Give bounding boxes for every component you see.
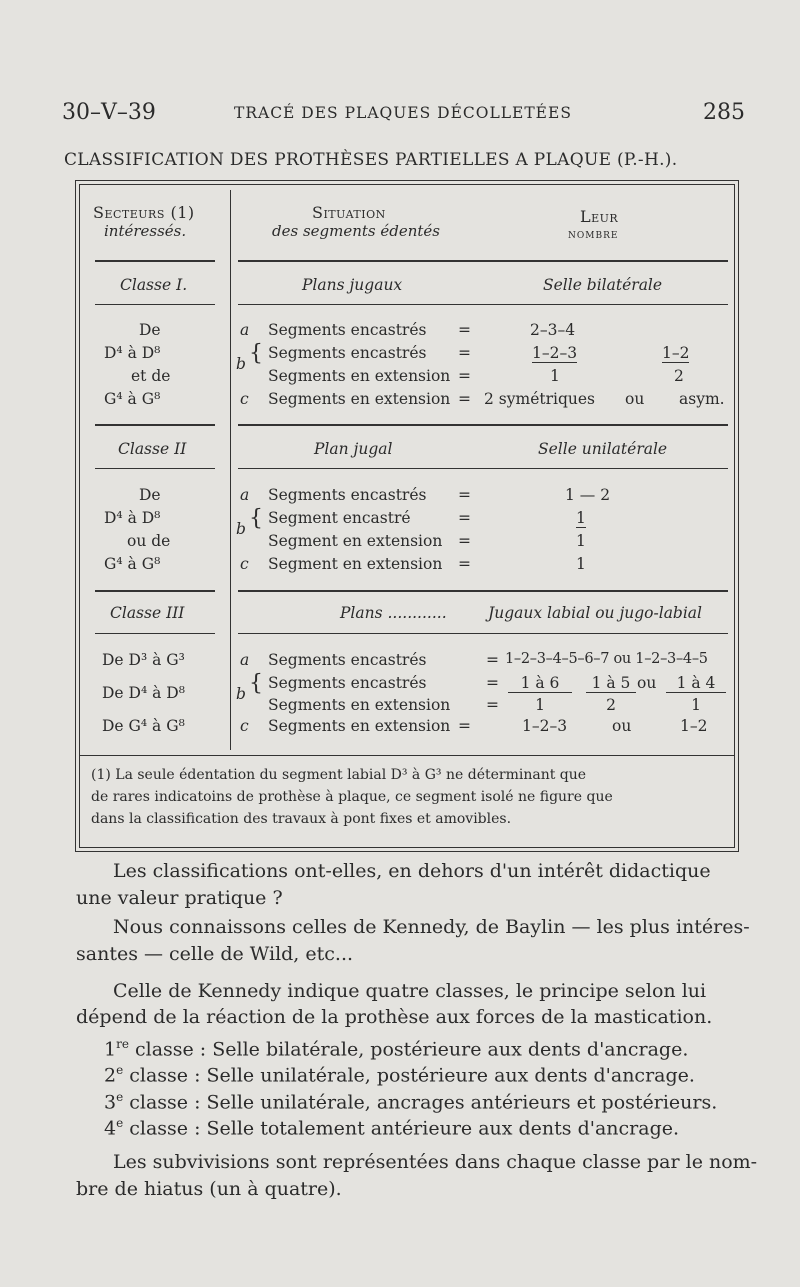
- class-3-row-a-value: 1–2–3–4–5–6–7 ou 1–2–3–4–5: [505, 651, 708, 667]
- class-3-row-c-letter: c: [240, 717, 249, 735]
- class-2-row-a-eq: =: [458, 486, 471, 504]
- class-3-row-c-eq: =: [458, 717, 471, 735]
- kennedy-class-1: 1re classe : Selle bilatérale, postérieure aux dents d'ancrage.: [104, 1037, 689, 1061]
- class-2-row-b1-eq: =: [458, 509, 471, 527]
- class-1-row-c-eq: =: [458, 390, 471, 408]
- class-1-selle: Selle bilatérale: [543, 276, 663, 294]
- class-3-brace: {: [249, 671, 263, 696]
- paragraph-2-line-1: Nous connaissons celles de Kennedy, de Baylin — les plus intéres-: [113, 916, 750, 938]
- class-2-name: Classe II: [118, 440, 187, 458]
- header-date: 30–V–39: [62, 100, 156, 125]
- header-title: TRACÉ DES PLAQUES DÉCOLLETÉES: [234, 104, 572, 122]
- class-3-row-b2-label: Segments en extension: [268, 696, 451, 714]
- paragraph-1-line-2: une valeur pratique ?: [76, 887, 283, 909]
- paragraph-4-line-2: bre de hiatus (un à quatre).: [76, 1178, 342, 1200]
- class-2-sector-1: De: [139, 486, 161, 504]
- class-3-row-a-label: Segments encastrés: [268, 651, 427, 669]
- paragraph-2-line-2: santes — celle de Wild, etc...: [76, 943, 354, 965]
- class-1-brace: {: [249, 341, 263, 366]
- header-situation-sub: des segments édentés: [272, 222, 440, 240]
- class-1-sector-1: De: [139, 321, 161, 339]
- paragraph-3-line-2: dépend de la réaction de la prothèse aux forces de la mastication.: [76, 1006, 713, 1028]
- class-3-row-b1-v3: 1 à 4: [666, 674, 726, 693]
- class-3-row-b-letter: b: [236, 685, 246, 703]
- class-3-row-b1-eq: =: [486, 674, 499, 692]
- class-2-row-c-value: 1: [576, 555, 586, 573]
- class-2-row-b-letter: b: [236, 520, 246, 538]
- class-3-selle: Jugaux labial ou jugo-labial: [488, 604, 703, 622]
- class-3-row-b2-v1: 1: [535, 696, 545, 714]
- class-2-row-b2-value: 1: [576, 532, 586, 550]
- class-1-row-a-label: Segments encastrés: [268, 321, 427, 339]
- class-3-row-b2-v2: 2: [606, 696, 616, 714]
- class-2-row-c-label: Segment en extension: [268, 555, 443, 573]
- class-3-row-b2-eq: =: [486, 696, 499, 714]
- class-3-plans: Plans ............: [340, 604, 447, 622]
- class-1-row-b1-label: Segments encastrés: [268, 344, 427, 362]
- class-3-sector-3: De G⁴ à G⁸: [102, 717, 185, 735]
- class-1-row-b1-eq: =: [458, 344, 471, 362]
- header-situation: Situation: [312, 203, 386, 222]
- class-3-row-a-eq: =: [486, 651, 499, 669]
- header-leur: Leur: [580, 207, 619, 226]
- class-3-row-b1-label: Segments encastrés: [268, 674, 427, 692]
- class-2-row-b2-eq: =: [458, 532, 471, 550]
- class-1-row-c-label: Segments en extension: [268, 390, 451, 408]
- page-number: 285: [703, 100, 745, 125]
- class-3-row-b1-v2: 1 à 5: [586, 674, 636, 693]
- class-1-row-b2-alt: 2: [674, 367, 684, 385]
- paragraph-3-line-1: Celle de Kennedy indique quatre classes, le principe selon lui: [113, 980, 707, 1002]
- class-3-sector-1: De D³ à G³: [102, 651, 185, 669]
- class-3-row-c-v3: 1–2: [680, 717, 708, 735]
- class-1-sector-2: D⁴ à D⁸: [104, 344, 161, 362]
- class-1-row-b1-value: 1–2–3: [532, 344, 578, 362]
- class-1-row-c-value: 2 symétriques: [484, 390, 595, 408]
- class-3-sector-2: De D⁴ à D⁸: [102, 684, 185, 702]
- header-secteurs-sub: intéressés.: [104, 222, 187, 240]
- class-2-plans: Plan jugal: [314, 440, 393, 458]
- class-1-sector-4: G⁴ à G⁸: [104, 390, 161, 408]
- class-1-sector-3: et de: [131, 367, 171, 385]
- class-2-row-b1-value: 1: [576, 509, 586, 527]
- class-3-row-b2-v3: 1: [691, 696, 701, 714]
- class-1-row-b2-label: Segments en extension: [268, 367, 451, 385]
- class-2-row-a-value: 1 — 2: [565, 486, 611, 504]
- footnote-line-3: dans la classification des travaux à pont fixes et amovibles.: [91, 811, 512, 827]
- class-2-sector-4: G⁴ à G⁸: [104, 555, 161, 573]
- footnote-line-1: (1) La seule édentation du segment labial D³ à G³ ne déterminant que: [91, 767, 587, 783]
- class-2-sector-2: D⁴ à D⁸: [104, 509, 161, 527]
- class-2-row-c-eq: =: [458, 555, 471, 573]
- class-1-row-c-ou: ou: [625, 390, 645, 408]
- class-2-row-b1-label: Segment encastré: [268, 509, 411, 527]
- header-secteurs: Secteurs (1): [93, 203, 195, 222]
- header-nombre: nombre: [568, 226, 619, 242]
- class-3-row-c-label: Segments en extension: [268, 717, 451, 735]
- class-2-selle: Selle unilatérale: [538, 440, 668, 458]
- footnote-line-2: de rares indicatoins de prothèse à plaque, ce segment isolé ne figure que: [91, 789, 613, 805]
- class-3-row-c-ou: ou: [612, 717, 632, 735]
- page-title: CLASSIFICATION DES PROTHÈSES PARTIELLES A PLAQUE (P.-H.).: [64, 150, 678, 170]
- class-1-plans: Plans jugaux: [302, 276, 403, 294]
- class-2-row-c-letter: c: [240, 555, 249, 573]
- class-1-row-a-value: 2–3–4: [530, 321, 576, 339]
- class-2-row-a-label: Segments encastrés: [268, 486, 427, 504]
- paragraph-1-line-1: Les classifications ont-elles, en dehors d'un intérêt didactique: [113, 860, 711, 882]
- class-2-brace: {: [249, 506, 263, 531]
- class-2-row-a-letter: a: [240, 486, 250, 504]
- paragraph-4-line-1: Les subvivisions sont représentées dans chaque classe par le nom-: [113, 1151, 758, 1173]
- kennedy-class-4: 4e classe : Selle totalement antérieure aux dents d'ancrage.: [104, 1116, 680, 1140]
- class-2-sector-3: ou de: [127, 532, 171, 550]
- class-1-row-b2-value: 1: [550, 367, 560, 385]
- class-1-row-b2-eq: =: [458, 367, 471, 385]
- class-3-row-b1-ou: ou: [637, 674, 657, 692]
- class-3-name: Classe III: [110, 604, 185, 622]
- class-3-row-c-v1: 1–2–3: [522, 717, 568, 735]
- class-2-row-b2-label: Segment en extension: [268, 532, 443, 550]
- class-1-row-a-letter: a: [240, 321, 250, 339]
- class-3-row-a-letter: a: [240, 651, 250, 669]
- class-1-row-b1-alt: 1–2: [662, 344, 690, 362]
- class-1-row-a-eq: =: [458, 321, 471, 339]
- class-3-row-b1-v1: 1 à 6: [508, 674, 572, 693]
- class-1-row-c-alt: asym.: [679, 390, 725, 408]
- class-1-name: Classe I.: [120, 276, 188, 294]
- class-1-row-b-letter: b: [236, 355, 246, 373]
- class-1-row-c-letter: c: [240, 390, 249, 408]
- kennedy-class-3: 3e classe : Selle unilatérale, ancrages antérieurs et postérieurs.: [104, 1090, 718, 1114]
- kennedy-class-2: 2e classe : Selle unilatérale, postérieure aux dents d'ancrage.: [104, 1063, 695, 1087]
